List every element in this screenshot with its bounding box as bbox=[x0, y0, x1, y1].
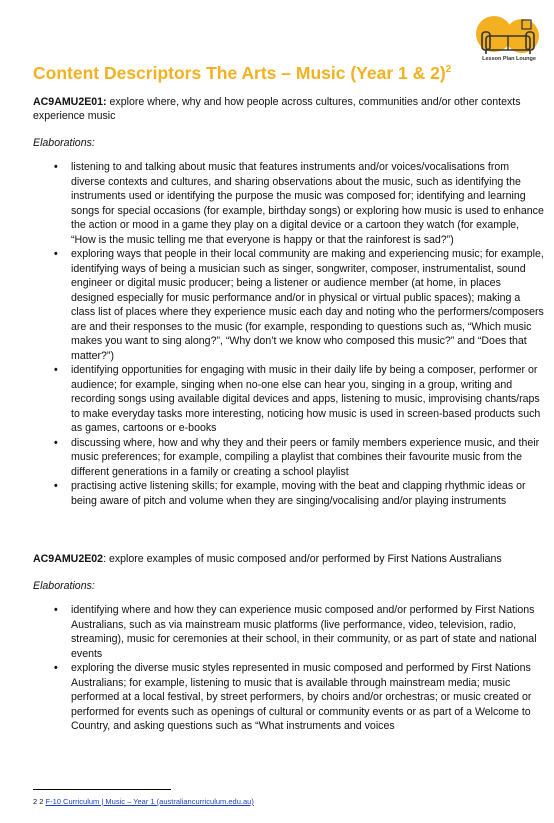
bullet-icon: • bbox=[54, 480, 58, 493]
bullet-icon: • bbox=[54, 161, 58, 174]
list-item: • listening to and talking about music that features instruments and/or voices/vocalisations from diverse contexts and cultures, and sharing observations about the music, such as identifying the instruments used or identifying the purpose the music was composed for; identifying and learning songs for special occasions (for example, birthday songs) or exploring how music is used to enhance the action or mood in a game they play on a digital device or a cartoon they watch (for example, “How is the music telling me that everyone is happy or that the rainforest is sad?”) bbox=[54, 161, 544, 246]
list-item: • exploring the diverse music styles represented in music composed and performed by First Nations Australians; for example, listening to music that is available through mainstream media; music performed at a local festival, by street performers, by choirs and/or orchestras; or music created or performed for events such as openings of cultural or community events or as part of a Welcome to Country, and asking questions such as “What instruments and voices bbox=[54, 662, 532, 733]
bullet-icon: • bbox=[54, 364, 58, 377]
bullet-icon: • bbox=[54, 248, 58, 261]
footnote bbox=[33, 797, 254, 806]
elaborations-list-2 bbox=[33, 603, 545, 734]
logo-text: Lesson Plan Lounge bbox=[482, 56, 536, 62]
footnote-divider bbox=[33, 789, 171, 790]
document-body bbox=[33, 60, 545, 734]
descriptor-code: AC9AMU2E01: bbox=[33, 95, 107, 108]
bullet-icon: • bbox=[54, 604, 58, 617]
page-title: Content Descriptors The Arts – Music (Year 1 & 2)$^2$ bbox=[33, 62, 452, 83]
descriptor-2: AC9AMU2E02: explore examples of music composed and/or performed by First Nations Australians bbox=[33, 553, 502, 566]
footnote-link[interactable]: F-10 Curriculum | Music – Year 1 (australiancurriculum.edu.au) bbox=[45, 797, 254, 806]
elaborations-label: Elaborations: bbox=[33, 136, 95, 149]
descriptor-code: AC9AMU2E02 bbox=[33, 553, 104, 566]
list-item: • identifying where and how they can experience music composed and/or performed by First Nations Australians, such as via mainstream music platforms (live performance, video, television, radio, streaming), music for ceremonies at their school, in their community, or as part of state and national events bbox=[54, 604, 537, 660]
descriptor-1: AC9AMU2E01: explore where, why and how people across cultures, communities and/or other contexts experience music bbox=[33, 95, 521, 123]
bullet-icon: • bbox=[54, 436, 58, 449]
elaborations-label: Elaborations: bbox=[33, 579, 95, 592]
list-item: • exploring ways that people in their local community are making and experiencing music; for example, identifying ways of being a musician such as singer, songwriter, composer, instrumentalist, sound engineer or digital music producer; being a listener or audience member (at home, in places designed especially for music performance and/or in physical or virtual public spaces); making a class list of places where they experience music each day and noting who the performers/composers are and their responses to the music (for example, responding to questions such as, “Which music makes you want to sing along?”, “Why don’t we know who composed this music?” and “Does that matter?”) bbox=[54, 248, 544, 362]
list-item: • identifying opportunities for engaging with music in their daily life by being a composer, performer or audience; for example, singing when no-one else can hear you, singing in a group, writing and recording songs using available digital devices and apps, listening to music, improvising chants/raps to make everyday tasks more interesting, noticing how music is used in screen-based products such as games, cartoons or e-books bbox=[54, 364, 541, 435]
list-item: • practising active listening skills; for example, moving with the beat and clapping rhythmic ideas or being aware of pitch and volume when they are singing/vocalising and/or playing instruments bbox=[54, 480, 526, 507]
footnote-marker: 2 2 bbox=[33, 797, 44, 806]
elaborations-list-1 bbox=[33, 160, 545, 508]
list-item: • discussing where, how and why they and their peers or family members experience music, and their music preferences; for example, compiling a playlist that combines their favourite music from the different generations in a family or creating a school playlist bbox=[54, 436, 540, 478]
bullet-icon: • bbox=[54, 662, 58, 675]
